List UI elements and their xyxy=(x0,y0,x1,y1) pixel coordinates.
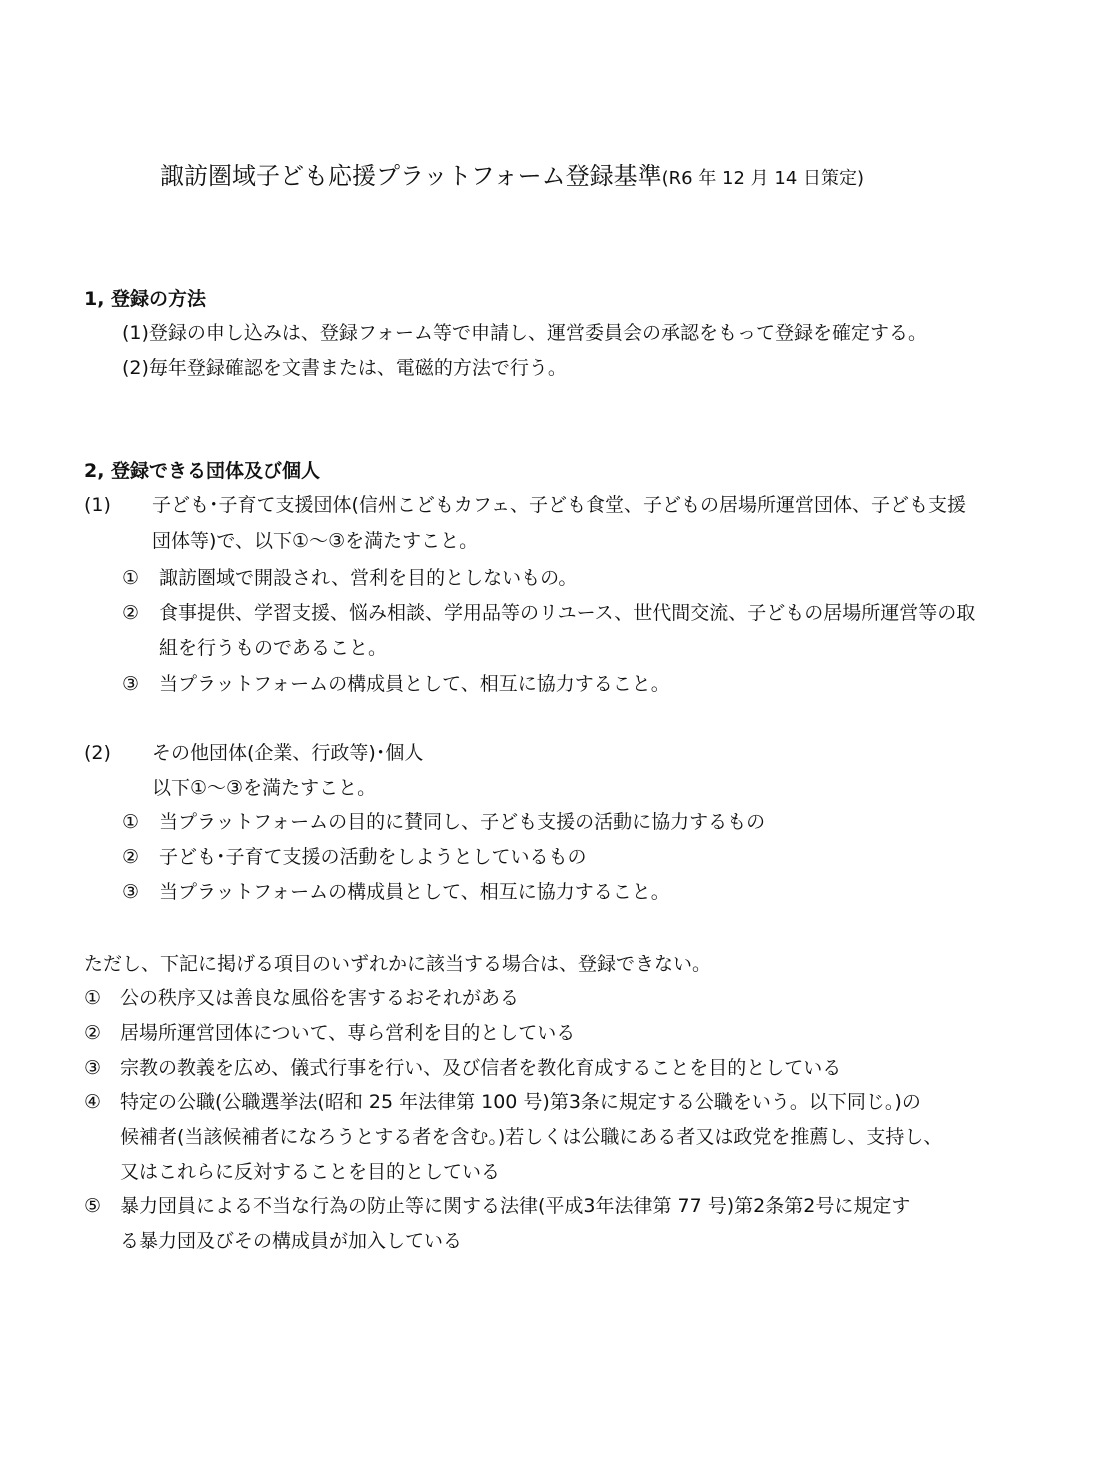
exclusion2-text: 居場所運営団体について、専ら営利を目的としている xyxy=(120,1022,576,1044)
title-main: 諏訪圏域子ども応援プラットフォーム登録基準 xyxy=(160,162,662,190)
group2-cond1-text: 当プラットフォームの目的に賛同し、子ども支援の活動に協力するもの xyxy=(159,811,766,833)
group2-cond3-text: 当プラットフォームの構成員として、相互に協力すること。 xyxy=(159,881,670,903)
section1-heading: 1, 登録の方法 xyxy=(84,288,207,310)
exclusion1-text: 公の秩序又は善良な風俗を害するおそれがある xyxy=(120,987,520,1009)
group2-text-line1: その他団体(企業、行政等)･個人 xyxy=(152,742,424,764)
group1-cond2-marker: ② xyxy=(122,602,140,624)
section1-item-1: (1)登録の申し込みは、登録フォーム等で申請し、運営委員会の承認をもって登録を確定する。 xyxy=(122,322,927,344)
group1-cond1-marker: ① xyxy=(122,567,140,589)
group1-text-line1: 子ども･子育て支援団体(信州こどもカフェ、子ども食堂、子どもの居場所運営団体、子ども支援 xyxy=(152,494,966,516)
exclusion5-marker: ⑤ xyxy=(84,1195,102,1217)
exclusion5-text-line1: 暴力団員による不当な行為の防止等に関する法律(平成3年法律第 77 号)第2条第2号に規定す xyxy=(120,1195,911,1217)
section2-heading: 2, 登録できる団体及び個人 xyxy=(84,460,321,482)
group1-cond3-marker: ③ xyxy=(122,673,140,695)
exclusion4-marker: ④ xyxy=(84,1091,102,1113)
group2-cond3-marker: ③ xyxy=(122,881,140,903)
group1-text-line2: 団体等)で、以下①～③を満たすこと。 xyxy=(152,530,479,552)
group1-cond2-text-line2: 組を行うものであること。 xyxy=(159,637,388,659)
group1-cond1-text: 諏訪圏域で開設され、営利を目的としないもの。 xyxy=(159,567,578,589)
exclusion1-marker: ① xyxy=(84,987,102,1009)
exclusion4-text-line1: 特定の公職(公職選挙法(昭和 25 年法律第 100 号)第3条に規定する公職をいう。以下同じ。)の xyxy=(120,1091,921,1113)
title-date: (R6 年 12 月 14 日策定) xyxy=(661,168,865,189)
section1-item-2: (2)毎年登録確認を文書または、電磁的方法で行う。 xyxy=(122,357,567,379)
exclusion4-text-line3: 又はこれらに反対することを目的としている xyxy=(120,1161,501,1183)
group2-text-line2: 以下①～③を満たすこと。 xyxy=(152,777,377,799)
group2-cond2-marker: ② xyxy=(122,846,140,868)
group2-cond2-text: 子ども･子育て支援の活動をしようとしているもの xyxy=(159,846,587,868)
group1-cond3-text: 当プラットフォームの構成員として、相互に協力すること。 xyxy=(159,673,670,695)
exclusion3-marker: ③ xyxy=(84,1057,102,1079)
group2-cond1-marker: ① xyxy=(122,811,140,833)
exclusion4-text-line2: 候補者(当該候補者になろうとする者を含む。)若しくは公職にある者又は政党を推薦し、支持し、 xyxy=(120,1126,943,1148)
exclusions-intro: ただし、下記に掲げる項目のいずれかに該当する場合は、登録できない。 xyxy=(84,953,712,975)
exclusion3-text: 宗教の教義を広め、儀式行事を行い、及び信者を教化育成することを目的としている xyxy=(120,1057,842,1079)
page-title xyxy=(160,160,864,195)
group1-cond2-text-line1: 食事提供、学習支援、悩み相談、学用品等のリユース、世代間交流、子どもの居場所運営等の取 xyxy=(159,602,976,624)
exclusion5-text-line2: る暴力団及びその構成員が加入している xyxy=(120,1230,463,1252)
group1-marker: (1) xyxy=(84,494,111,516)
group2-marker: (2) xyxy=(84,742,111,764)
exclusion2-marker: ② xyxy=(84,1022,102,1044)
